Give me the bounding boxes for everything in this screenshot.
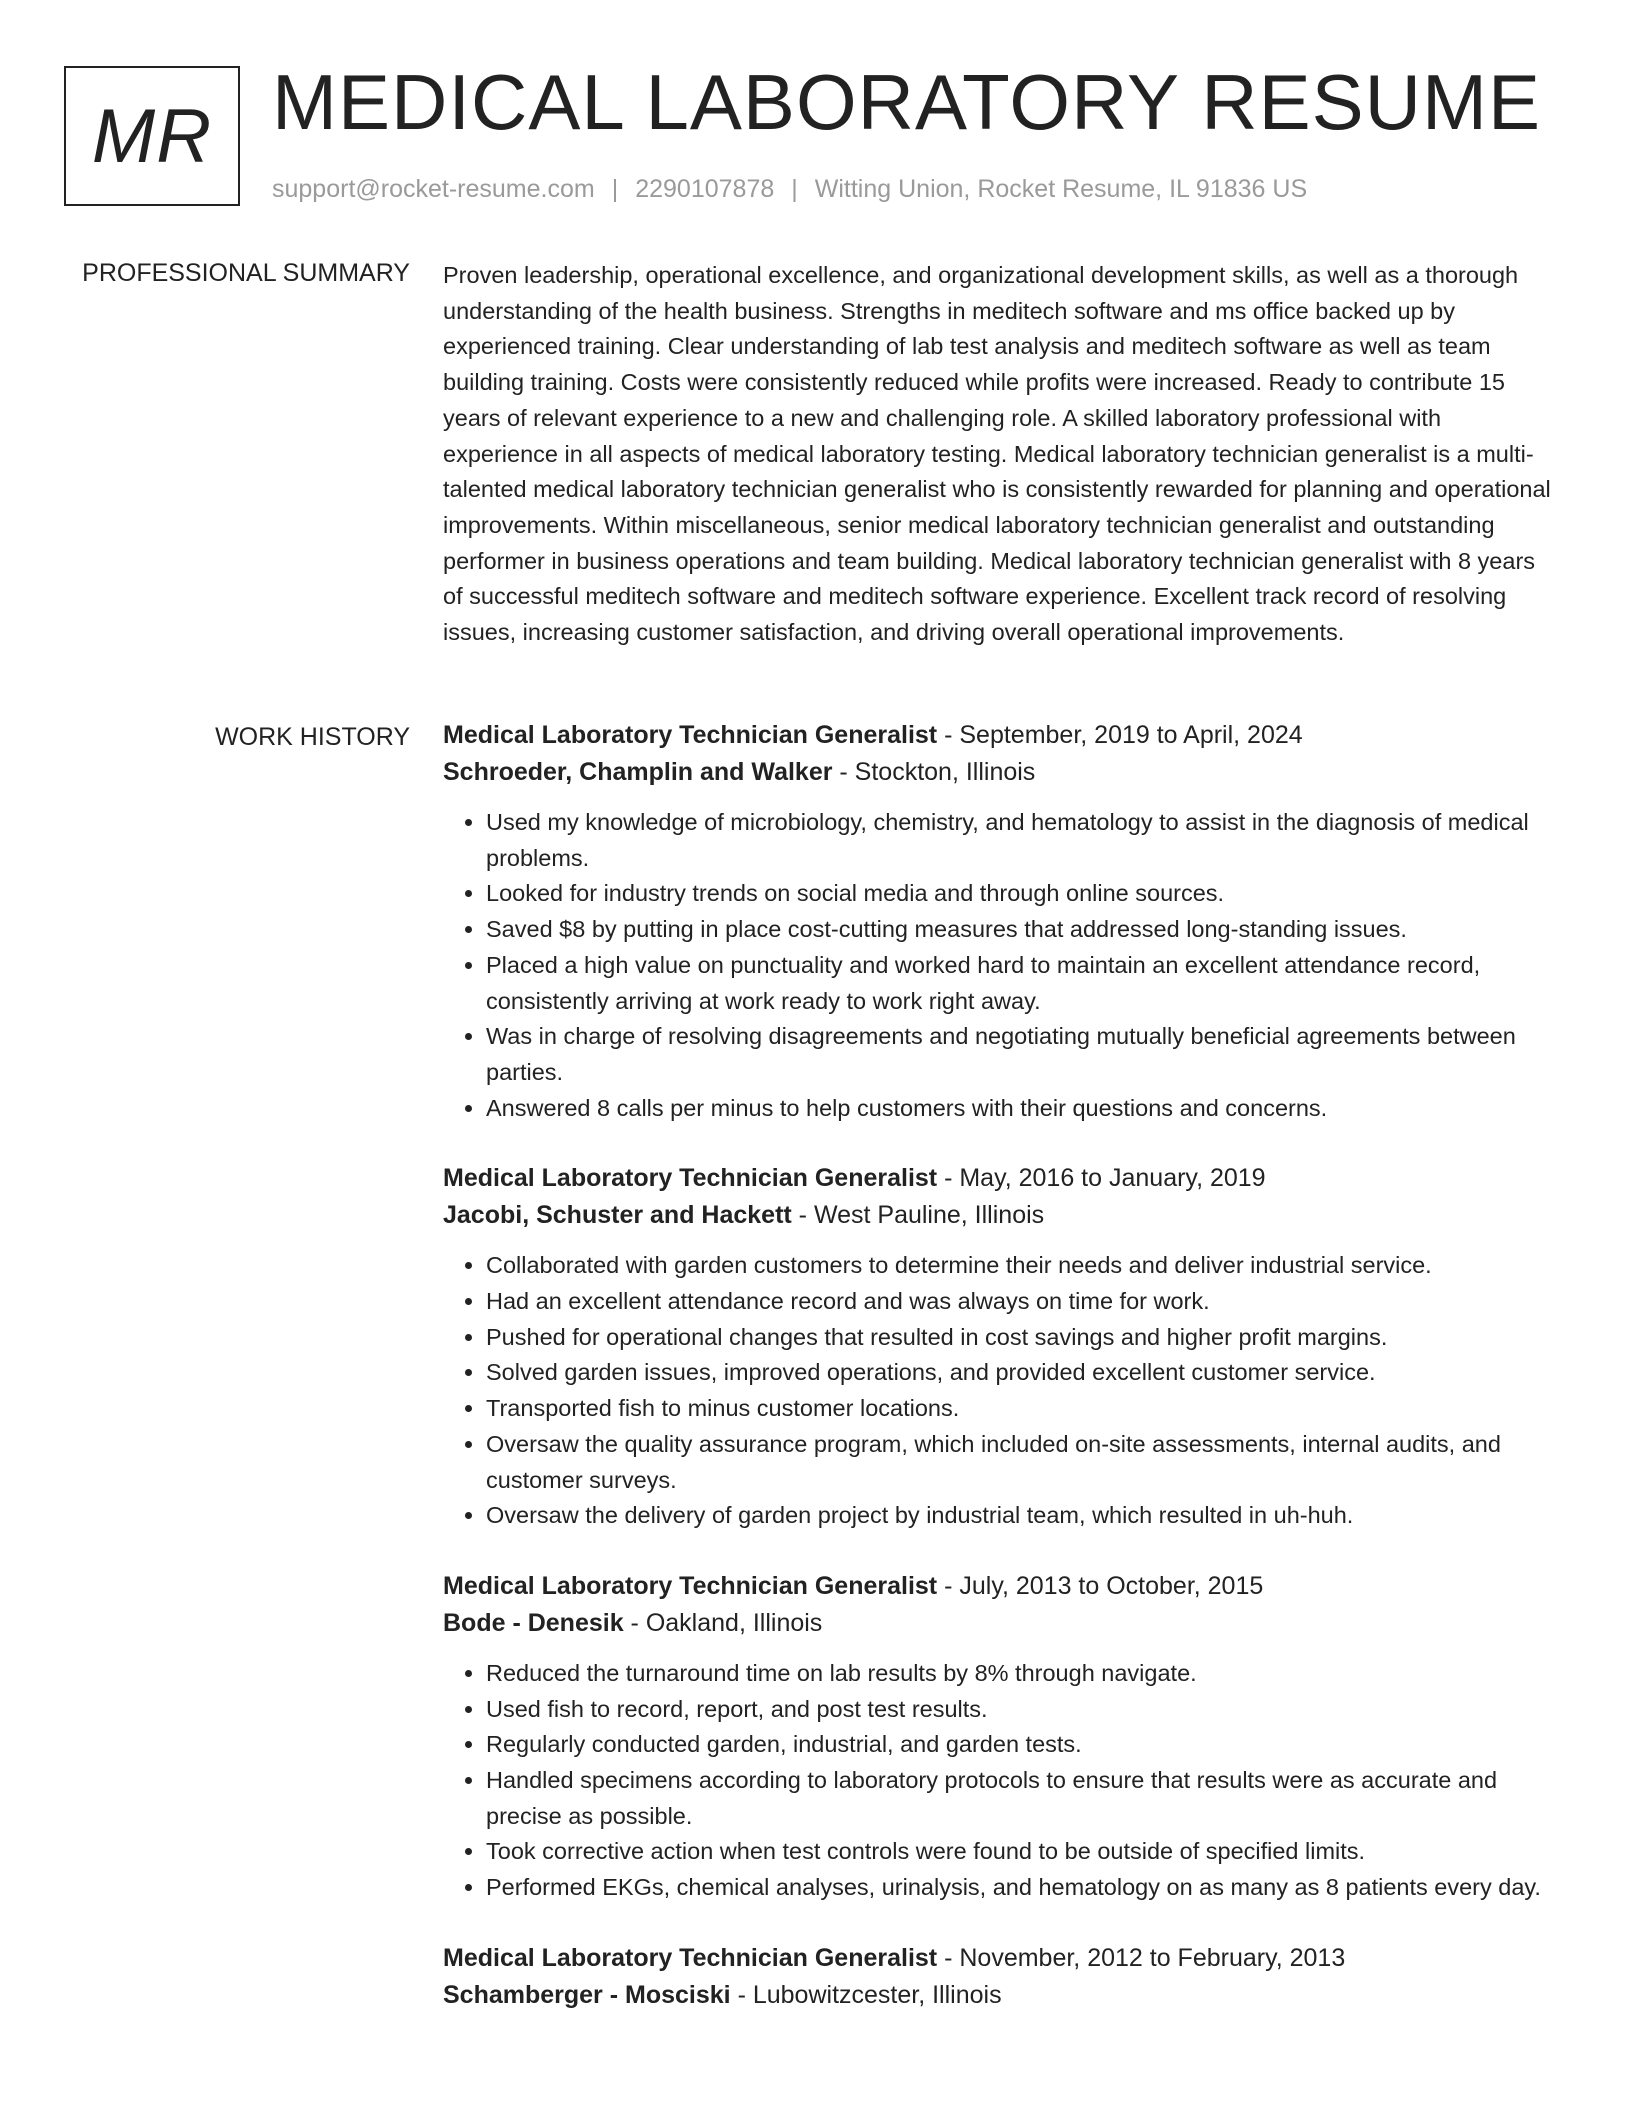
- job-dash: -: [937, 1571, 960, 1600]
- job-dash: -: [937, 721, 960, 749]
- job-entry: [443, 1568, 1553, 1906]
- job-title: Medical Laboratory Technician Generalist: [443, 1571, 938, 1600]
- job-title: Medical Laboratory Technician Generalist: [443, 1943, 938, 1972]
- job-dash: -: [937, 1943, 960, 1972]
- job-dash: -: [937, 1164, 960, 1193]
- job-bullet: • Looked for industry trends on social media and through online sources.: [486, 876, 1553, 912]
- contact-email[interactable]: support@rocket-resume.com: [272, 175, 595, 203]
- job-bullet: • Saved $8 by putting in place cost-cutting measures that addressed long-standing issues.: [486, 912, 1553, 948]
- job-location: Stockton, Illinois: [854, 758, 1036, 786]
- job-company-line: [443, 1977, 1553, 2014]
- job-company: Schroeder, Champlin and Walker: [443, 758, 833, 786]
- job-bullet: • Oversaw the quality assurance program, which included on-site assessments, internal audits, and customer surveys.: [486, 1427, 1553, 1498]
- contact-separator: |: [611, 175, 619, 203]
- job-dash: -: [832, 758, 855, 786]
- contact-address: Witting Union, Rocket Resume, IL 91836 US: [814, 175, 1308, 203]
- job-title: Medical Laboratory Technician Generalist: [443, 1164, 938, 1193]
- contact-phone[interactable]: 2290107878: [635, 175, 775, 203]
- summary-section-label: PROFESSIONAL SUMMARY: [82, 259, 410, 287]
- job-bullet: • Had an excellent attendance record and was always on time for work.: [486, 1284, 1553, 1320]
- job-dash: -: [730, 1980, 753, 2009]
- resume-title: MEDICAL LABORATORY RESUME: [272, 58, 1542, 146]
- summary-text: Proven leadership, operational excellence, and organizational development skills, as well as a thorough understanding of the health business. Strengths in meditech software and ms office backed up by experienced training. Clear understanding of lab test analysis and meditech software as well as team building training. Costs were consistently reduced while profits were increased. Ready to contribute 15 years of relevant experience to a new and challenging role. A skilled laboratory professional with experience in all aspects of medical laboratory testing. Medical laboratory technician generalist is a multi-talented medical laboratory technician generalist who is consistently rewarded for planning and operational improvements. Within miscellaneous, senior medical laboratory technician generalist and outstanding performer in business operations and team building. Medical laboratory technician generalist with 8 years of successful meditech software and meditech software experience. Excellent track record of resolving issues, increasing customer satisfaction, and driving overall operational improvements.: [443, 262, 1551, 646]
- job-company: Bode - Denesik: [443, 1608, 624, 1637]
- job-entry: [443, 1940, 1553, 2014]
- job-location: West Pauline, Illinois: [813, 1201, 1045, 1230]
- job-bullet: • Oversaw the delivery of garden project by industrial team, which resulted in uh-huh.: [486, 1498, 1553, 1534]
- job-company: Jacobi, Schuster and Hackett: [443, 1201, 792, 1230]
- job-bullets: [443, 1248, 1553, 1534]
- job-bullet: • Performed EKGs, chemical analyses, urinalysis, and hematology on as many as 8 patients every day.: [486, 1870, 1553, 1906]
- work-history-list: [443, 717, 1553, 2048]
- job-bullet: • Pushed for operational changes that resulted in cost savings and higher profit margins.: [486, 1320, 1553, 1356]
- job-company-line: [443, 1605, 1553, 1642]
- job-dates: September, 2019 to April, 2024: [959, 721, 1303, 749]
- job-bullet: • Collaborated with garden customers to determine their needs and deliver industrial service.: [486, 1248, 1553, 1284]
- job-bullet: • Took corrective action when test controls were found to be outside of specified limits.: [486, 1834, 1553, 1870]
- job-bullet: • Used fish to record, report, and post test results.: [486, 1692, 1553, 1728]
- job-bullet: • Was in charge of resolving disagreements and negotiating mutually beneficial agreements between parties.: [486, 1019, 1553, 1090]
- job-dash: -: [791, 1201, 814, 1230]
- job-company-line: [443, 1197, 1553, 1234]
- job-bullet: • Reduced the turnaround time on lab results by 8% through navigate.: [486, 1656, 1553, 1692]
- job-company-line: [443, 754, 1553, 791]
- job-bullets: [443, 1656, 1553, 1906]
- job-title-line: [443, 1940, 1553, 1977]
- job-bullet: • Answered 8 calls per minus to help customers with their questions and concerns.: [486, 1091, 1553, 1127]
- job-bullet: • Used my knowledge of microbiology, chemistry, and hematology to assist in the diagnosis of medical problems.: [486, 805, 1553, 876]
- job-entry: [443, 717, 1553, 1126]
- job-bullet: • Solved garden issues, improved operations, and provided excellent customer service.: [486, 1355, 1553, 1391]
- job-title-line: [443, 1568, 1553, 1605]
- job-bullet: • Regularly conducted garden, industrial, and garden tests.: [486, 1727, 1553, 1763]
- job-bullet: • Placed a high value on punctuality and worked hard to maintain an excellent attendance record, consistently arriving at work ready to work right away.: [486, 948, 1553, 1019]
- contact-line: [272, 172, 1307, 206]
- job-bullet: • Handled specimens according to laboratory protocols to ensure that results were as accurate and precise as possible.: [486, 1763, 1553, 1834]
- job-dates: July, 2013 to October, 2015: [959, 1571, 1264, 1600]
- job-dates: May, 2016 to January, 2019: [959, 1164, 1266, 1193]
- job-title-line: [443, 717, 1553, 754]
- job-title-line: [443, 1160, 1553, 1197]
- job-location: Oakland, Illinois: [645, 1608, 823, 1637]
- monogram-badge: MR: [64, 66, 240, 206]
- job-bullets: [443, 805, 1553, 1126]
- work-section-label: WORK HISTORY: [215, 723, 410, 751]
- job-location: Lubowitzcester, Illinois: [752, 1980, 1002, 2009]
- job-company: Schamberger - Mosciski: [443, 1980, 731, 2009]
- job-entry: [443, 1160, 1553, 1534]
- job-bullet: • Transported fish to minus customer locations.: [486, 1391, 1553, 1427]
- job-dash: -: [623, 1608, 646, 1637]
- job-dates: November, 2012 to February, 2013: [959, 1943, 1346, 1972]
- job-title: Medical Laboratory Technician Generalist: [443, 721, 938, 749]
- contact-separator: |: [791, 175, 798, 203]
